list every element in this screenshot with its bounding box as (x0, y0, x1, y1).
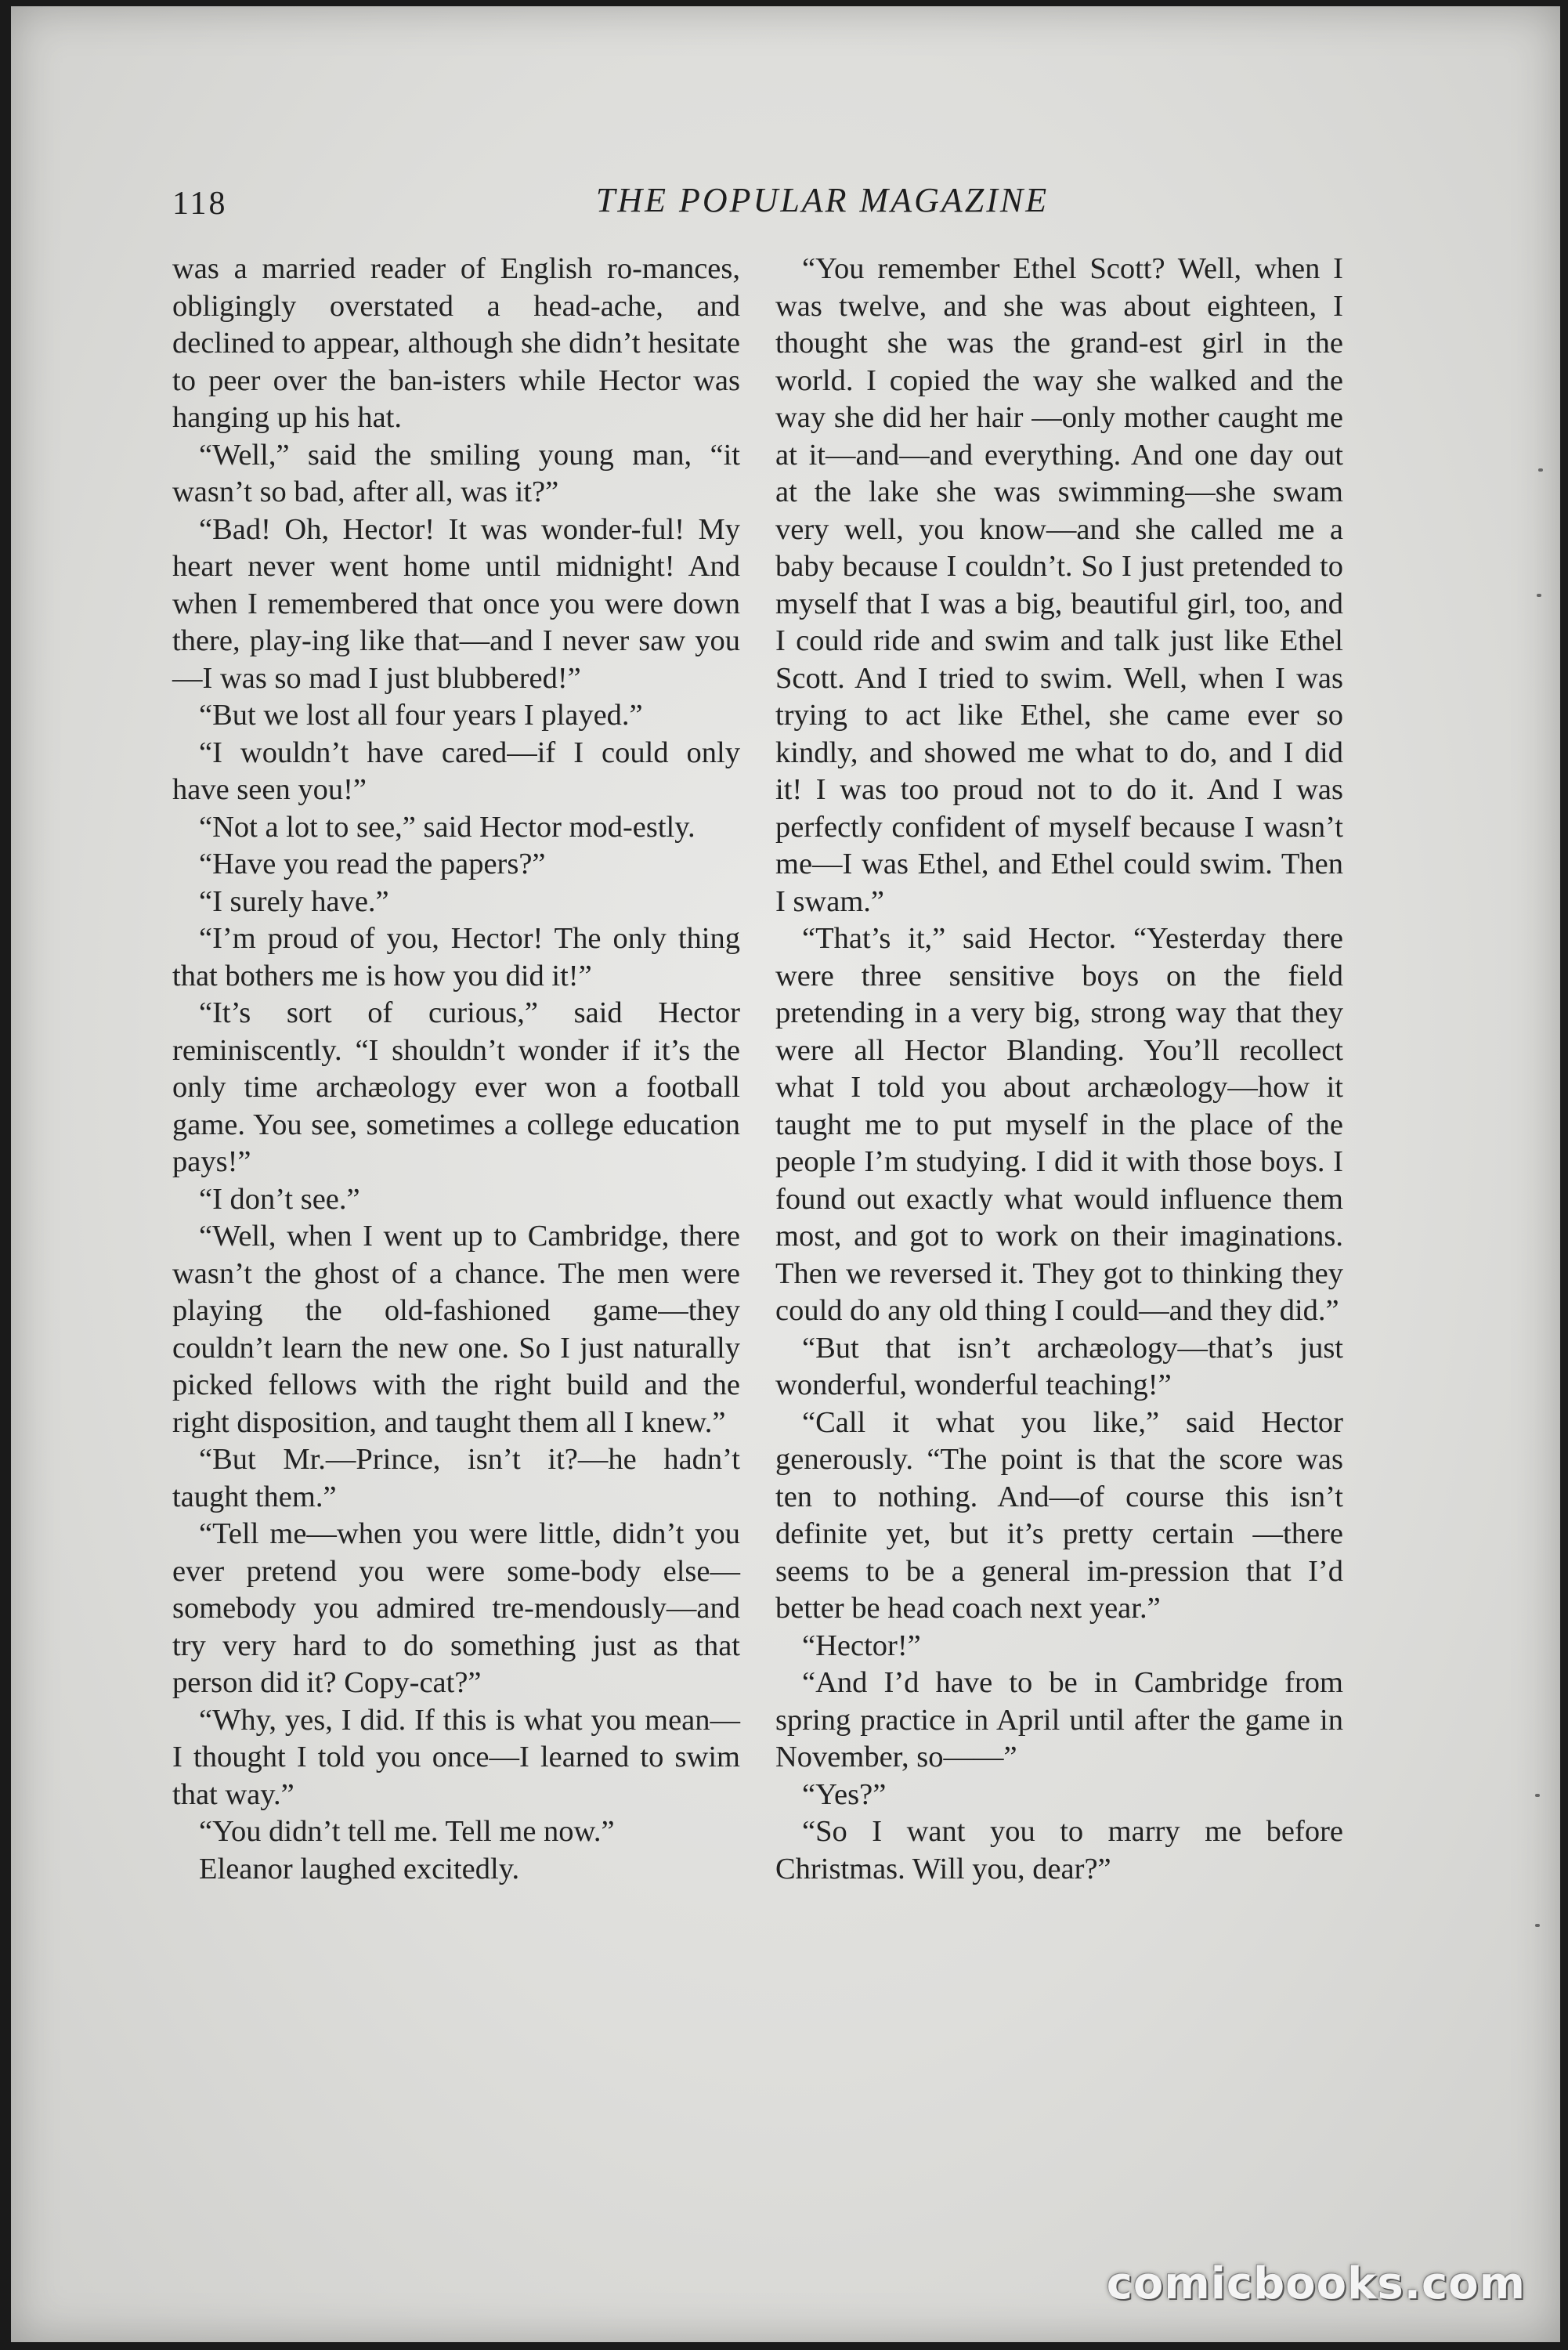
paragraph: “That’s it,” said Hector. “Yesterday there were three sensitive boys on the field pretending in a very big, strong way that they were all Hector Blanding. You’ll recollect what I told you about archæology—how it taught me to put myself in the place of the people I’m studying. I did it with those boys. I found out exactly what would influence them most, and got to work on their imaginations. Then we reversed it. They got to thinking they could do any old thing I could—and they did.” (775, 922, 1343, 1327)
paragraph: Eleanor laughed excitedly. (199, 1852, 520, 1885)
paragraph: “And I’d have to be in Cambridge from spring practice in April until after the game in November, so——” (775, 1666, 1343, 1773)
paragraph: “Have you read the papers?” (199, 848, 546, 880)
paragraph: “Well,” said the smiling young man, “it wasn’t so bad, after all, was it?” (172, 438, 740, 508)
paragraph: “I’m proud of you, Hector! The only thing that bothers me is how you did it!” (172, 922, 740, 992)
watermark: comicbooks.com (1106, 2258, 1526, 2309)
magazine-page (11, 6, 1560, 2342)
paragraph: “Well, when I went up to Cambridge, there wasn’t the ghost of a chance. The men were playing the old-fashioned game—they couldn’t learn the new one. So I just naturally picked fellows with the right build and the right disposition, and taught them all I knew.” (172, 1220, 740, 1439)
paragraph: “Call it what you like,” said Hector generously. “The point is that the score was ten to nothing. And—of course this isn’t definite yet, but it’s pretty certain —there seems to be a general im-pression that I’d better be head coach next year.” (775, 1405, 1343, 1625)
running-title: THE POPULAR MAGAZINE (595, 181, 1050, 219)
paragraph: “So I want you to marry me before Christmas. Will you, dear?” (775, 1815, 1343, 1885)
paragraph: “I surely have.” (199, 884, 389, 918)
paragraph: “Tell me—when you were little, didn’t you ever pretend you were some-body else—somebody you admired tre-mendously—and try very hard to do something just as that person did it? Copy-cat?” (172, 1517, 740, 1699)
page-number: 118 (172, 186, 228, 222)
paragraph: “I don’t see.” (199, 1182, 360, 1216)
paper-speck (1538, 468, 1543, 472)
left-text-column (172, 251, 740, 1888)
paragraph: “You remember Ethel Scott? Well, when I was twelve, and she was about eighteen, I thought she was the grand-est girl in the world. I copied the way she walked and the way she did her hair —only mother caught me at it—and—and everything. And one day out at the lake she was swimming—she swam very well, you know—and she called me a baby because I couldn’t. So I just pretended to myself that I was a big, beautiful girl, too, and I could ride and swim and talk just like Ethel Scott. And I tried to swim. Well, when I was trying to act like Ethel, she came ever so kindly, and showed me what to do, and I did it! I was too proud not to do it. And I was perfectly confident of myself because I wasn’t me—I was Ethel, and Ethel could swim. Then I swam.” (775, 252, 1343, 918)
page-header (172, 180, 1378, 227)
paragraph: “But we lost all four years I played.” (199, 699, 643, 732)
paragraph: “Bad! Oh, Hector! It was wonder-ful! My heart never went home until midnight! And when I remembered that once you were down there, play-ing like that—and I never saw you—I was so mad I just blubbered!” (172, 512, 740, 695)
paper-speck (1537, 594, 1541, 597)
paragraph: “Yes?” (802, 1777, 887, 1811)
paragraph: “But Mr.—Prince, isn’t it?—he hadn’t taught them.” (172, 1443, 740, 1513)
paragraph: was a married reader of English ro-mances, obligingly overstated a head-ache, and declined to appear, although she didn’t hesitate to peer over the ban-isters while Hector was hanging up his hat. (172, 252, 740, 434)
right-text-column (775, 251, 1343, 1888)
paragraph: “It’s sort of curious,” said Hector reminiscently. “I shouldn’t wonder if it’s the only time archæology ever won a football game. You see, sometimes a college education pays!” (172, 996, 740, 1178)
paragraph: “Not a lot to see,” said Hector mod-estly. (199, 810, 695, 844)
paper-speck (1535, 1794, 1540, 1797)
paragraph: “I wouldn’t have cared—if I could only have seen you!” (172, 736, 740, 806)
paragraph: “Hector!” (802, 1629, 921, 1662)
paragraph: “Why, yes, I did. If this is what you mean—I thought I told you once—I learned to swim that way.” (172, 1703, 740, 1811)
paper-speck (1535, 1924, 1540, 1927)
paragraph: “But that isn’t archæology—that’s just wonderful, wonderful teaching!” (775, 1331, 1343, 1401)
paragraph: “You didn’t tell me. Tell me now.” (199, 1815, 615, 1848)
